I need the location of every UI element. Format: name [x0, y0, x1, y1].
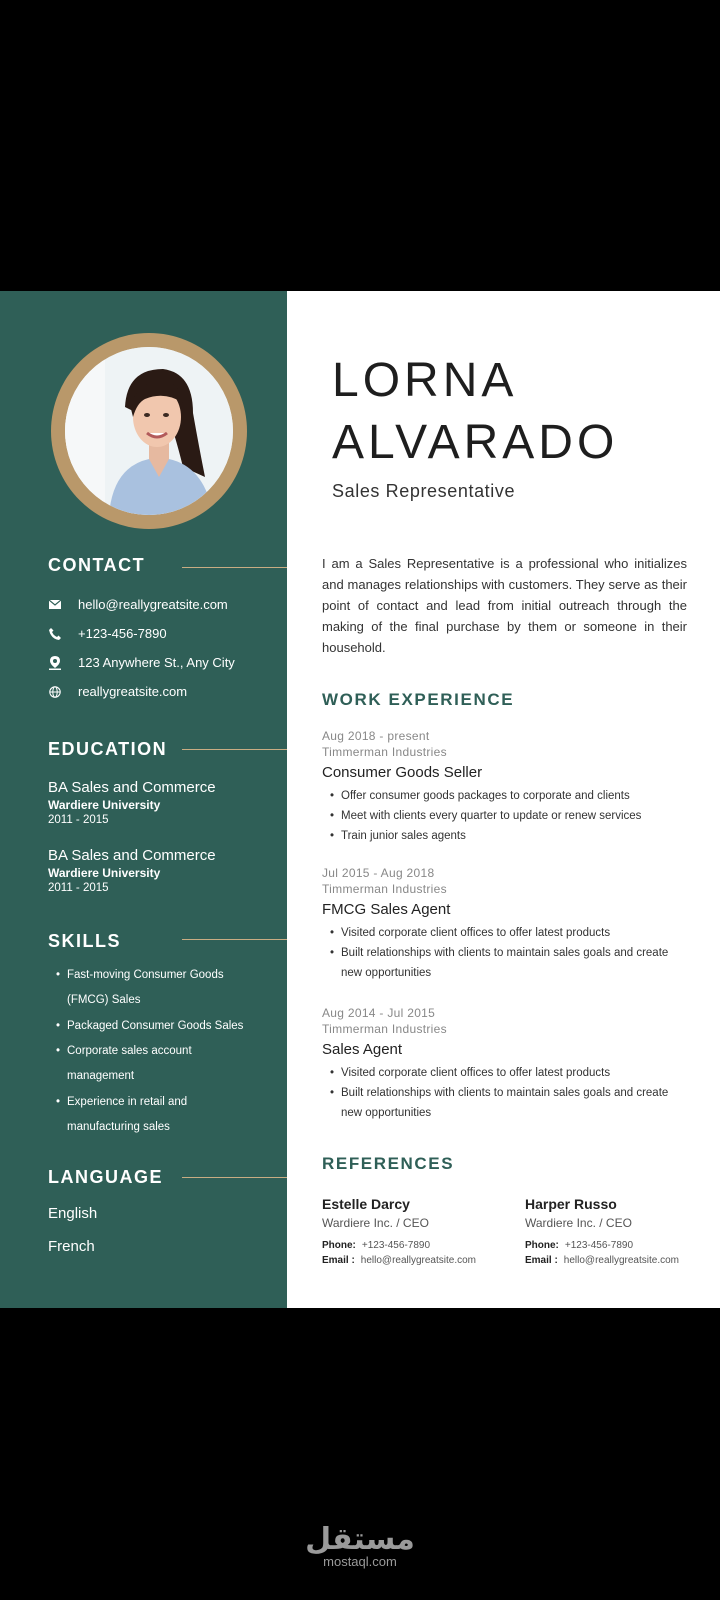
reference-email: [322, 1255, 476, 1266]
reference-name: Estelle Darcy: [322, 1196, 410, 1212]
contact-divider: [182, 567, 287, 568]
contact-address-text: 123 Anywhere St., Any City: [78, 655, 235, 670]
language-item: English: [48, 1205, 98, 1222]
sidebar: [0, 291, 287, 1308]
skills-heading: SKILLS: [48, 931, 122, 951]
education-heading: EDUCATION: [48, 739, 168, 759]
education-years: 2011 - 2015: [48, 882, 109, 894]
job-company: Timmerman Industries: [322, 882, 447, 896]
phone-label: Phone:: [322, 1240, 356, 1251]
reference-phone-value: +123-456-7890: [361, 1240, 431, 1251]
email-label: Email :: [322, 1255, 355, 1266]
skills-divider: [182, 939, 287, 940]
job-title: FMCG Sales Agent: [322, 901, 451, 918]
phone-icon: [48, 627, 62, 641]
globe-icon: [48, 685, 62, 699]
contact-email-text: hello@reallygreatsite.com: [78, 597, 228, 612]
job-bullets: [341, 786, 691, 846]
skill-item: • Experience in retail and manufacturing sales: [56, 1090, 216, 1140]
contact-heading: CONTACT: [48, 555, 146, 575]
contact-address: [48, 655, 235, 670]
education-degree: BA Sales and Commerce: [48, 779, 216, 796]
reference-email-value: hello@reallygreatsite.com: [360, 1255, 476, 1266]
job-title: Sales Agent: [322, 1041, 403, 1058]
reference-email: [525, 1255, 679, 1266]
contact-email[interactable]: [48, 597, 228, 612]
job-bullet: • Meet with clients every quarter to update or renew services: [341, 806, 691, 826]
resume-page: [0, 291, 720, 1308]
job-bullet: • Train junior sales agents: [341, 826, 691, 846]
email-label: Email :: [525, 1255, 558, 1266]
job-date: Jul 2015 - Aug 2018: [322, 866, 435, 880]
skill-item: • Corporate sales account management: [56, 1039, 216, 1089]
profile-summary: I am a Sales Representative is a professional who initializes and manages relationships with customers. They serve as their point of contact and lead from initial outreach through the making of the final purchase by them or someone in their household.: [322, 556, 687, 655]
contact-website[interactable]: [48, 684, 187, 699]
profile-photo-frame: [51, 333, 247, 529]
education-school: Wardiere University: [48, 798, 161, 812]
portrait-illustration: [65, 347, 233, 515]
job-date: Aug 2014 - Jul 2015: [322, 1006, 436, 1020]
reference-company: Wardiere Inc. / CEO: [525, 1216, 632, 1230]
references-heading: REFERENCES: [322, 1154, 455, 1173]
role-title: Sales Representative: [332, 481, 516, 501]
education-degree: BA Sales and Commerce: [48, 847, 216, 864]
job-bullet: • Visited corporate client offices to offer latest products: [341, 1063, 676, 1083]
reference-phone: [525, 1240, 633, 1251]
education-years: 2011 - 2015: [48, 814, 109, 826]
reference-email-value: hello@reallygreatsite.com: [563, 1255, 679, 1266]
reference-company: Wardiere Inc. / CEO: [322, 1216, 429, 1230]
reference-phone: [322, 1240, 430, 1251]
skill-item: • Fast-moving Consumer Goods (FMCG) Sales: [56, 963, 266, 1013]
job-bullets: [341, 923, 676, 983]
reference-name: Harper Russo: [525, 1196, 617, 1212]
envelope-icon: [48, 598, 62, 612]
job-bullet: • Visited corporate client offices to offer latest products: [341, 923, 676, 943]
job-bullets: [341, 1063, 676, 1123]
job-bullet: • Built relationships with clients to maintain sales goals and create new opportunities: [341, 943, 676, 983]
contact-phone-text: +123-456-7890: [78, 626, 167, 641]
name-first: LORNA: [332, 354, 518, 407]
language-divider: [182, 1177, 287, 1178]
phone-label: Phone:: [525, 1240, 559, 1251]
job-company: Timmerman Industries: [322, 745, 447, 759]
contact-website-text: reallygreatsite.com: [78, 684, 188, 699]
education-school: Wardiere University: [48, 866, 161, 880]
skill-item: • Packaged Consumer Goods Sales: [56, 1014, 266, 1039]
main-content: [287, 291, 720, 1308]
watermark-url: mostaql.com: [323, 1554, 397, 1569]
education-divider: [182, 749, 287, 750]
name-last: ALVARADO: [332, 416, 619, 469]
job-title: Consumer Goods Seller: [322, 764, 483, 781]
job-company: Timmerman Industries: [322, 1022, 447, 1036]
language-item: French: [48, 1238, 95, 1255]
profile-photo: [65, 347, 233, 515]
watermark-logo: مستقل: [305, 1522, 415, 1557]
job-bullet: • Offer consumer goods packages to corporate and clients: [341, 786, 691, 806]
language-heading: LANGUAGE: [48, 1167, 163, 1187]
location-pin-icon: [48, 656, 62, 670]
job-date: Aug 2018 - present: [322, 729, 430, 743]
reference-phone-value: +123-456-7890: [564, 1240, 634, 1251]
job-bullet: • Built relationships with clients to maintain sales goals and create new opportunities: [341, 1083, 676, 1123]
contact-phone[interactable]: [48, 626, 167, 641]
work-experience-heading: WORK EXPERIENCE: [322, 690, 515, 709]
